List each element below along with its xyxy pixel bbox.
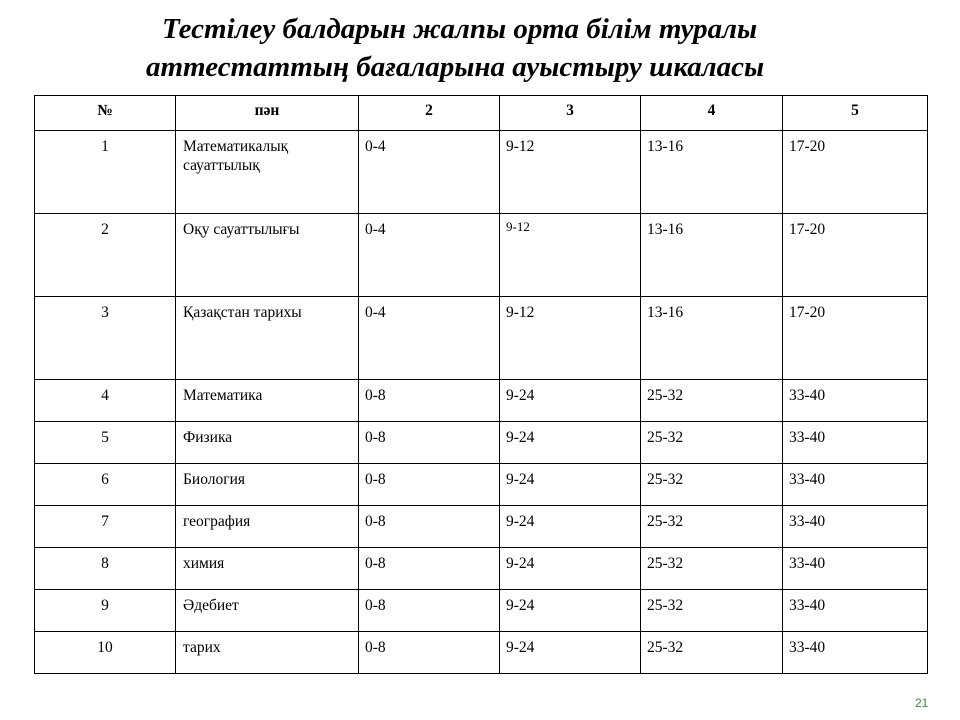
row-number: 10 <box>35 632 176 674</box>
table-row <box>35 590 928 632</box>
row-number: 9 <box>35 590 176 632</box>
title-line-2: аттестаттың бағаларына ауыстыру шкаласы <box>146 51 765 83</box>
grade-5-range: 33-40 <box>783 422 928 464</box>
grade-3-range: 9-24 <box>500 506 641 548</box>
row-number: 4 <box>35 380 176 422</box>
subject-cell: химия <box>176 548 359 590</box>
grade-4-range: 25-32 <box>641 464 783 506</box>
grade-2-range: 0-4 <box>359 214 500 297</box>
grade-2-range: 0-8 <box>359 506 500 548</box>
grade-5-range: 33-40 <box>783 506 928 548</box>
grade-5-range: 33-40 <box>783 380 928 422</box>
grade-3-range: 9-24 <box>500 632 641 674</box>
grade-5-range: 17-20 <box>783 214 928 297</box>
subject-cell: Математика <box>176 380 359 422</box>
grade-2-range: 0-4 <box>359 297 500 380</box>
grade-2-range: 0-8 <box>359 632 500 674</box>
table-row <box>35 548 928 590</box>
grade-5-range: 33-40 <box>783 632 928 674</box>
grade-4-range: 25-32 <box>641 548 783 590</box>
table-row <box>35 380 928 422</box>
grade-2-range: 0-8 <box>359 464 500 506</box>
grade-conversion-table <box>34 95 928 674</box>
grade-4-range: 25-32 <box>641 632 783 674</box>
grade-4-range: 25-32 <box>641 506 783 548</box>
table-row <box>35 632 928 674</box>
header-grade-4: 4 <box>641 96 783 131</box>
grade-4-range: 25-32 <box>641 422 783 464</box>
grade-2-range: 0-4 <box>359 131 500 214</box>
table-row <box>35 131 928 214</box>
table-row <box>35 297 928 380</box>
header-number: № <box>35 96 176 131</box>
grade-3-range: 9-24 <box>500 548 641 590</box>
grade-5-range: 17-20 <box>783 131 928 214</box>
grade-4-range: 13-16 <box>641 214 783 297</box>
subject-cell: Оқу сауаттылығы <box>176 214 359 297</box>
subject-cell: тарих <box>176 632 359 674</box>
table-row <box>35 464 928 506</box>
grade-5-range: 33-40 <box>783 590 928 632</box>
grade-2-range: 0-8 <box>359 590 500 632</box>
grade-3-range: 9-12 <box>500 131 641 214</box>
table-row <box>35 422 928 464</box>
slide-title <box>0 10 960 86</box>
row-number: 6 <box>35 464 176 506</box>
row-number: 1 <box>35 131 176 214</box>
row-number: 7 <box>35 506 176 548</box>
header-subject: пән <box>176 96 359 131</box>
grade-4-range: 25-32 <box>641 590 783 632</box>
grade-3-range: 9-12 <box>500 214 641 297</box>
table-header-row <box>35 96 928 131</box>
grade-5-range: 33-40 <box>783 464 928 506</box>
grade-2-range: 0-8 <box>359 548 500 590</box>
grade-3-range: 9-12 <box>500 297 641 380</box>
page-number: 21 <box>915 696 929 710</box>
table-row <box>35 214 928 297</box>
row-number: 8 <box>35 548 176 590</box>
grade-3-range: 9-24 <box>500 590 641 632</box>
subject-cell: Қазақстан тарихы <box>176 297 359 380</box>
grade-5-range: 17-20 <box>783 297 928 380</box>
subject-cell: Математикалық сауаттылық <box>176 131 359 214</box>
grade-4-range: 13-16 <box>641 297 783 380</box>
row-number: 5 <box>35 422 176 464</box>
header-grade-2: 2 <box>359 96 500 131</box>
row-number: 2 <box>35 214 176 297</box>
subject-cell: Физика <box>176 422 359 464</box>
subject-cell: Биология <box>176 464 359 506</box>
grade-5-range: 33-40 <box>783 548 928 590</box>
grade-2-range: 0-8 <box>359 380 500 422</box>
grade-4-range: 13-16 <box>641 131 783 214</box>
grade-3-range: 9-24 <box>500 464 641 506</box>
header-grade-3: 3 <box>500 96 641 131</box>
grade-4-range: 25-32 <box>641 380 783 422</box>
title-line-1: Тестілеу балдарын жалпы орта білім туралы <box>162 13 758 45</box>
table-row <box>35 506 928 548</box>
subject-cell: Әдебиет <box>176 590 359 632</box>
grade-3-range: 9-24 <box>500 380 641 422</box>
grade-3-range: 9-24 <box>500 422 641 464</box>
subject-cell: география <box>176 506 359 548</box>
grade-2-range: 0-8 <box>359 422 500 464</box>
row-number: 3 <box>35 297 176 380</box>
header-grade-5: 5 <box>783 96 928 131</box>
